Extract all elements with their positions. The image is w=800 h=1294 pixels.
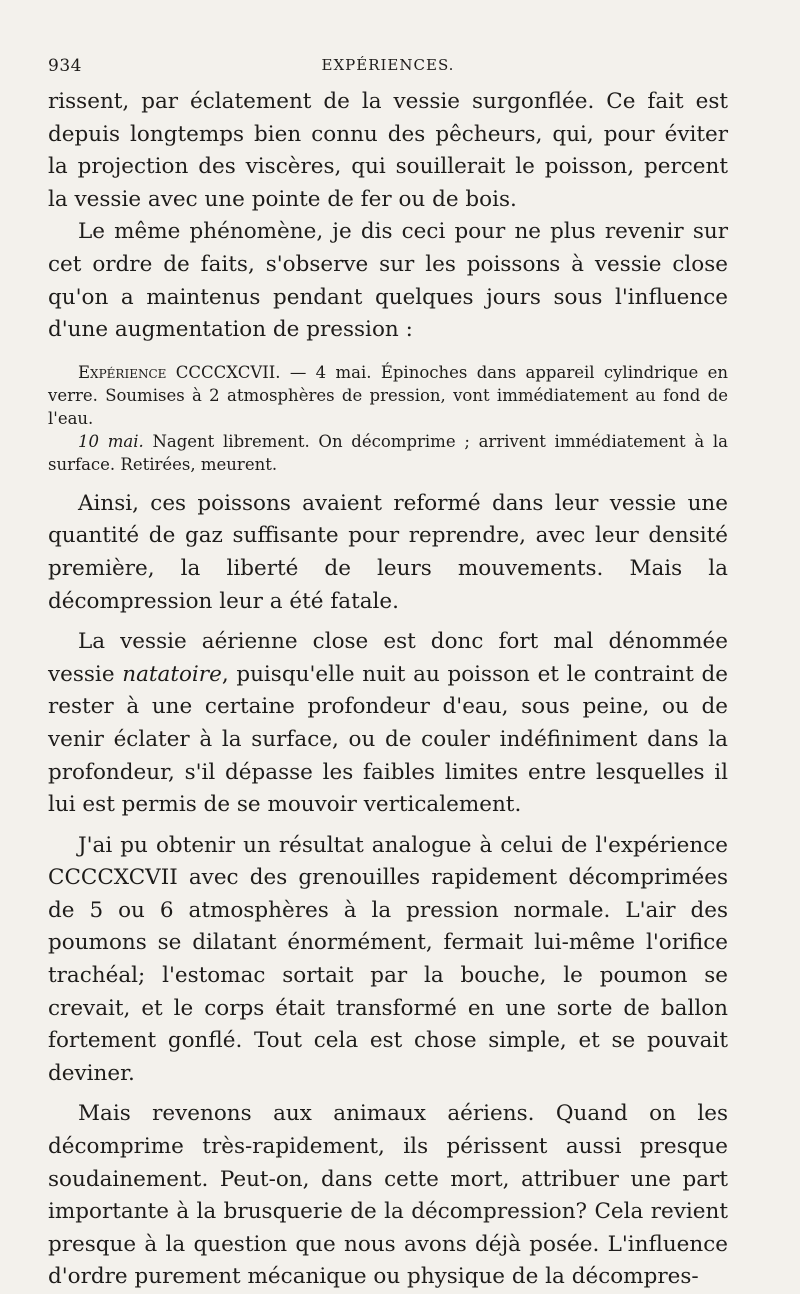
paragraph-3: Ainsi, ces poissons avaient reformé dans leur vessie une quantité de gaz suffisante pour reprendre, avec leur densité première, la liberté de leurs mouvements. Mais la décompression leur a été fatale. xyxy=(48,490,728,614)
paragraph-6: Mais revenons aux animaux aériens. Quand on les décomprime très-rapidement, ils périssent aussi presque soudainement. Peut-on, dans cette mort, attribuer une part importante à la brusquerie de la décompression? Cela revient presque à la question que nous avons déjà posée. L'influence d'ordre purement mécanique ou physique de la décompres- xyxy=(48,1101,728,1290)
paragraph-4 xyxy=(48,626,728,822)
experiment-date: 10 mai. xyxy=(78,431,144,451)
experiment-entry-1 xyxy=(48,361,728,430)
running-head: EXPÉRIENCES. xyxy=(321,56,455,74)
experiment-note xyxy=(48,361,728,476)
page-header xyxy=(48,56,728,80)
paragraph-5: J'ai pu obtenir un résultat analogue à celui de l'expérience CCCCXCVII avec des grenouilles rapidement décomprimées de 5 ou 6 atmosphères à la pression normale. L'air des poumons se dilatant énormément, fermait lui-même l'orifice trachéal; l'estomac sortait par la bouche, le poumon se crevait, et le corps était transformé en une sorte de ballon fortement gonflé. Tout cela est chose simple, et se pouvait deviner. xyxy=(48,832,728,1086)
body-text xyxy=(48,86,728,1294)
paragraph-4-end: , puisqu'elle nuit au poisson et le contraint de rester à une certaine profondeur d'eau, sous peine, ou de venir éclater à la surface, ou de couler indéfiniment dans la profondeur, s'il dépasse les faibles limites entre lesquelles il lui est permis de se mouvoir verticalement. xyxy=(48,661,728,818)
page-number: 934 xyxy=(48,56,82,76)
paragraph-1: rissent, par éclatement de la vessie surgonflée. Ce fait est depuis longtemps bien connu des pêcheurs, qui, pour éviter la projection des viscères, qui souillerait le poisson, percent la vessie avec une pointe de fer ou de bois. xyxy=(48,89,728,212)
paragraph-2: Le même phénomène, je dis ceci pour ne plus revenir sur cet ordre de faits, s'observe sur les poissons à vessie close qu'on a maintenus pendant quelques jours sous l'influence d'une augmentation de pression : xyxy=(48,219,728,343)
paragraph-4-italic: natatoire xyxy=(122,661,222,687)
experiment-entry-2 xyxy=(48,430,728,476)
experiment-text-2: Nagent librement. On décomprime ; arrivent immédiatement à la surface. Retirées, meurent. xyxy=(48,431,729,474)
experiment-label: Expérience xyxy=(78,362,167,382)
experiment-text: CCCCXCVII. — 4 mai. Épinoches dans appareil cylindrique en verre. Soumises à 2 atmosphères de pression, vont immédiatement au fond de l'eau. xyxy=(48,362,728,428)
paragraph-4-start: La vessie aérienne close est donc fort mal dénommée vessie xyxy=(48,629,728,687)
